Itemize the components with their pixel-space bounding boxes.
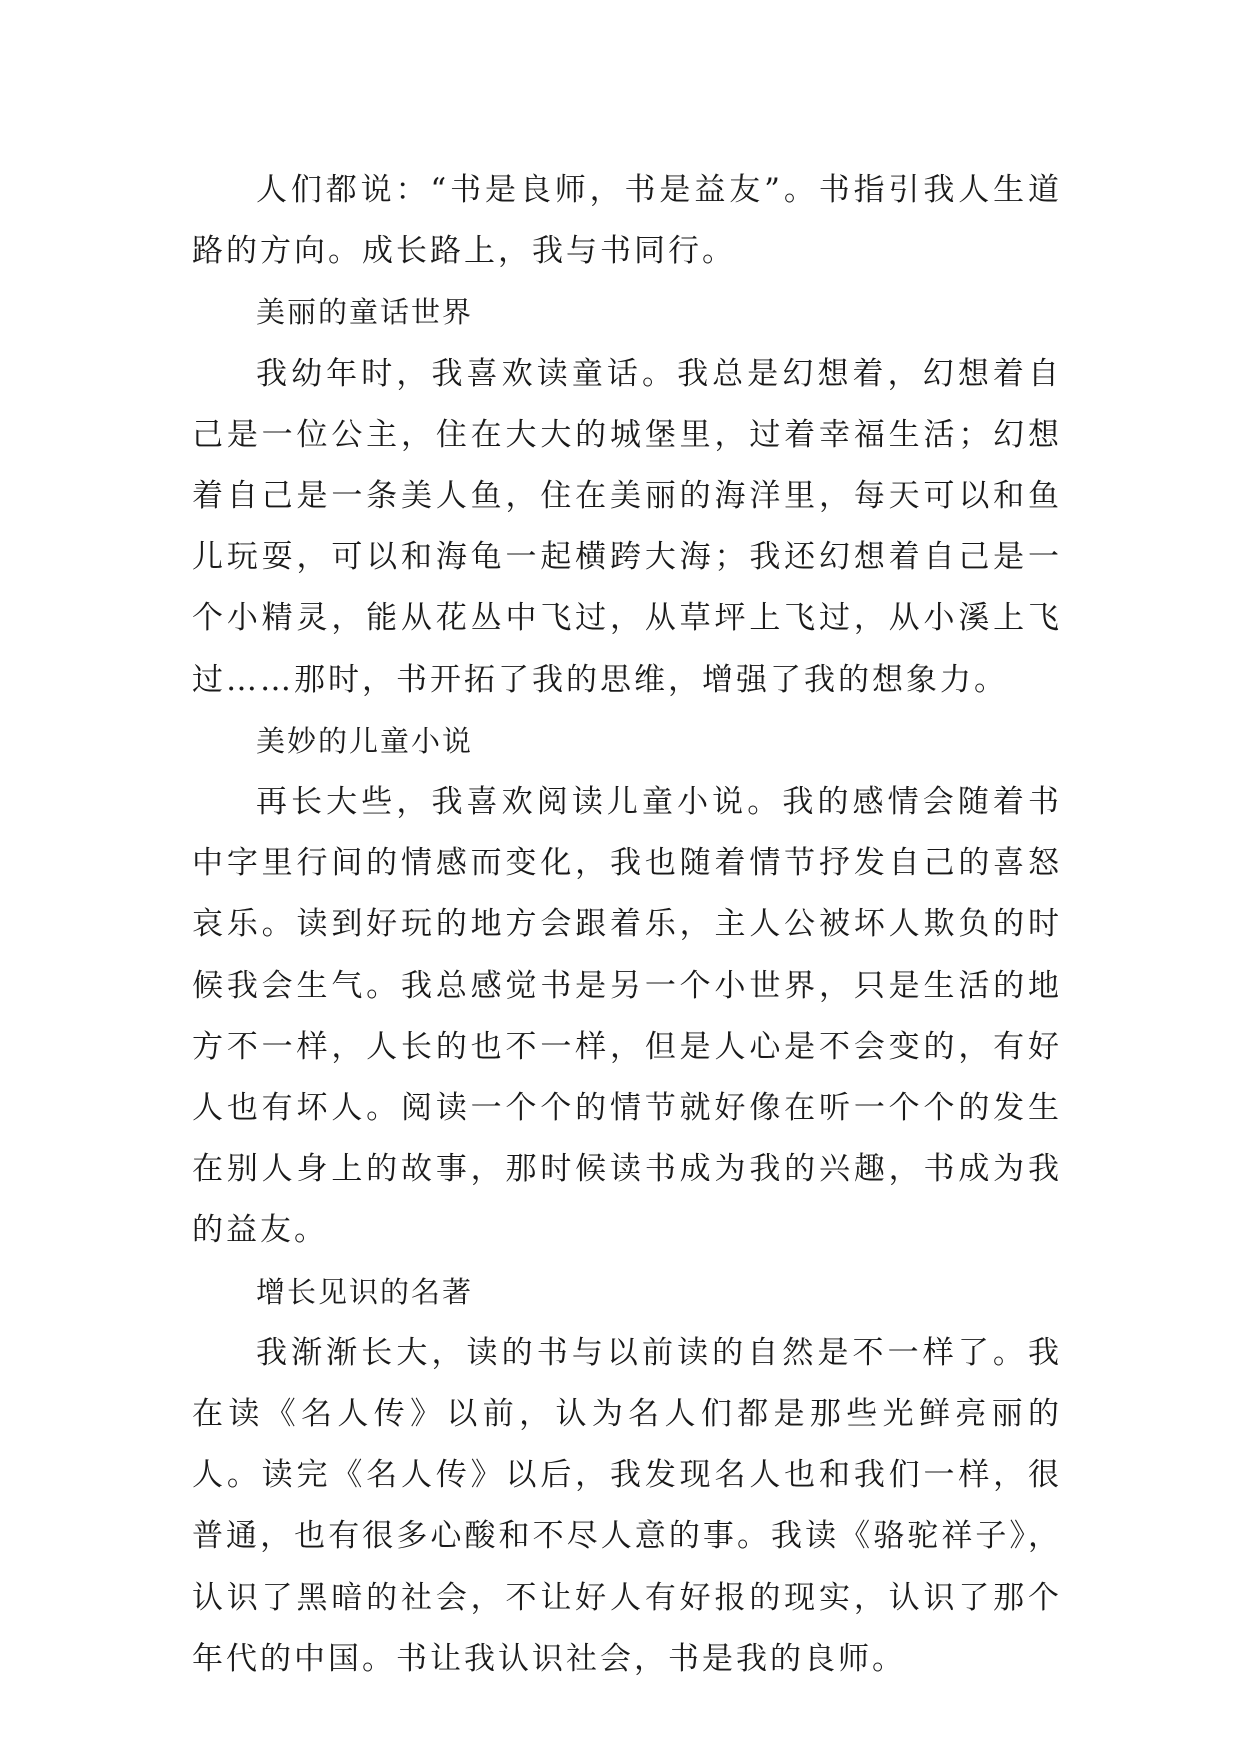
fairy-tales-paragraph: 我幼年时，我喜欢读童话。我总是幻想着，幻想着自己是一位公主，住在大大的城堡里，过着幸福生活；幻想着自己是一条美人鱼，住在美丽的海洋里，每天可以和鱼儿玩耍，可以和海龟一起横跨大海；我还幻想着自己是一个小精灵，能从花丛中飞过，从草坪上飞过，从小溪上飞过……那时，书开拓了我的思维，增强了我的想象力。 <box>192 355 1062 698</box>
section-heading-classics: 增长见识的名著 <box>256 1274 474 1309</box>
section-heading-children-novels: 美妙的儿童小说 <box>256 723 474 758</box>
classics-paragraph: 我渐渐长大，读的书与以前读的自然是不一样了。我在读《名人传》以前，认为名人们都是那些光鲜亮丽的人。读完《名人传》以后，我发现名人也和我们一样，很普通，也有很多心酸和不尽人意的事。我读《骆驼祥子》，认识了黑暗的社会，不让好人有好报的现实，认识了那个年代的中国。书让我认识社会，书是我的良师。 <box>192 1334 1062 1677</box>
children-novels-paragraph: 再长大些，我喜欢阅读儿童小说。我的感情会随着书中字里行间的情感而变化，我也随着情节抒发自己的喜怒哀乐。读到好玩的地方会跟着乐，主人公被坏人欺负的时候我会生气。我总感觉书是另一个小世界，只是生活的地方不一样，人长的也不一样，但是人心是不会变的，有好人也有坏人。阅读一个个的情节就好像在听一个个的发生在别人身上的故事，那时候读书成为我的兴趣，书成为我的益友。 <box>192 784 1062 1249</box>
document-body <box>192 160 1062 1690</box>
section-heading-fairy-tales: 美丽的童话世界 <box>256 295 474 330</box>
intro-paragraph: 人们都说：“书是良师，书是益友”。书指引我人生道路的方向。成长路上，我与书同行。 <box>192 172 1062 270</box>
